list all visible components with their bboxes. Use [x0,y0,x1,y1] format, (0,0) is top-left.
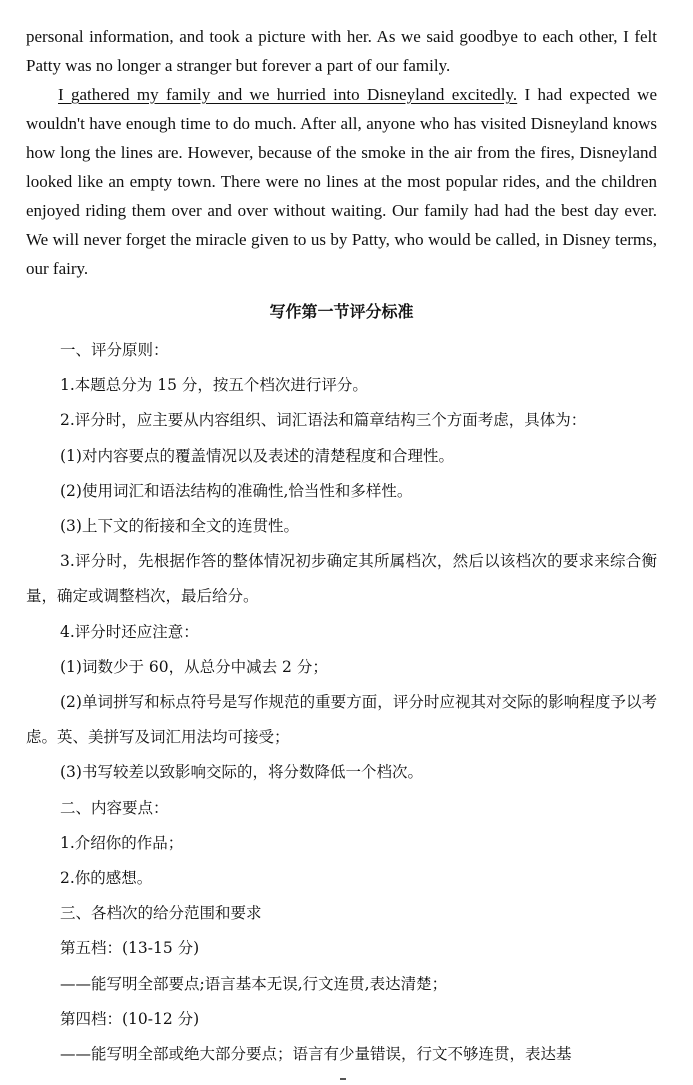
rubric-line: 2.评分时，应主要从内容组织、词汇语法和篇章结构三个方面考虑，具体为： [60,411,587,430]
passage-paragraph-2 [26,80,657,283]
rubric-line: 1.本题总分为 15 分，按五个档次进行评分。 [60,376,368,395]
rubric-line: 三、各档次的给分范围和要求 [60,904,262,923]
rubric-line: (2)单词拼写和标点符号是写作规范的重要方面，评分时应视其对交际的影响程度予以考虑。英、美拼写及词汇用法均可接受； [26,693,657,747]
rubric-line: (3)上下文的衔接和全文的连贯性。 [60,517,299,536]
rubric-line: (1)对内容要点的覆盖情况以及表述的清楚程度和合理性。 [60,446,454,465]
rubric-line: 第五档：(13-15 分) [60,939,200,958]
rubric-line: (2)使用词汇和语法结构的准确性,恰当性和多样性。 [60,481,413,500]
page-footer-mark [340,1078,346,1080]
rubric-line: 1.介绍你的作品； [60,833,184,852]
rubric-line: (1)词数少于 60，从总分中减去 2 分； [60,657,328,676]
rubric-title: 写作第一节评分标准 [269,302,414,321]
passage-paragraph-1: personal information, and took a picture with her. As we said goodbye to each other, I felt Patty was no longer a stranger but forever a part of our family. [26,27,657,75]
rubric-line: 第四档：(10-12 分) [60,1009,200,1028]
rubric-line: (3)书写较差以致影响交际的，将分数降低一个档次。 [60,763,423,782]
rubric-line: 2.你的感想。 [60,869,153,888]
rubric-line: 一、评分原则： [60,341,169,359]
rubric-line: 3.评分时，先根据作答的整体情况初步确定其所属档次，然后以该档次的要求来综合衡量，确定或调整档次，最后给分。 [26,552,657,606]
passage-paragraph-2-rest: I had expected we wouldn't have enough time to do much. After all, anyone who has visited Disneyland knows how long the lines are. However, because of the smoke in the air from the fires, Disneyland looked like an empty town. There were no lines at the most popular rides, and the children enjoyed riding them over and over without waiting. Our family had had the best day ever. We will never forget the miracle given to us by Patty, who would be called, in Disney terms, our fairy. [26,85,657,278]
rubric-line: 二、内容要点： [60,798,169,817]
rubric-line: 4.评分时还应注意： [60,622,199,641]
rubric-line: ——能写明全部或绝大部分要点；语言有少量错误，行文不够连贯，表达基 [60,1045,572,1064]
rubric-line: ——能写明全部要点;语言基本无误,行文连贯,表达清楚； [60,974,448,993]
underlined-sentence: I gathered my family and we hurried into Disneyland excitedly. [58,85,518,104]
